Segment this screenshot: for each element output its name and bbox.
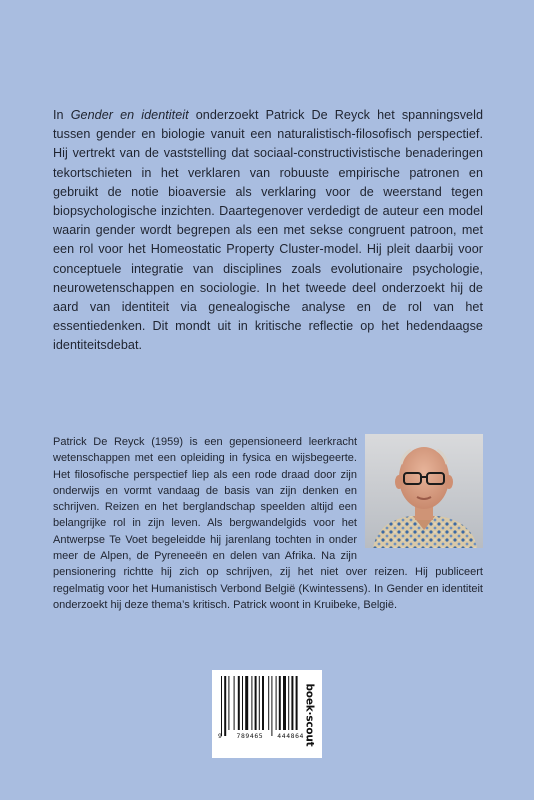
publisher-logo-text: boek·scout <box>303 683 316 747</box>
isbn-number <box>218 732 304 740</box>
publisher-logo <box>300 674 318 756</box>
isbn-right-group: 444864 <box>277 732 304 740</box>
isbn-barcode <box>212 670 322 758</box>
book-title: Gender en identiteit <box>70 108 189 122</box>
author-bio <box>53 434 483 613</box>
blurb-intro: In <box>53 108 71 122</box>
blurb-text: onderzoekt Patrick De Reyck het spanningsveld tussen gender en biologie vanuit een naturalistisch-filosofisch perspectief. Hij vertrekt van de vaststelling dat sociaal-constructivistische benaderingen tekortschieten in het verklaren van robuuste empirische patronen en gebruikt de notie bioaversie als verklaring voor de weerstand tegen biopsychologische inzichten. Daartegenover verdedigt de auteur een model waarin gender wordt begrepen als een met sekse congruent patroon, met een rol voor het Homeostatic Property Cluster-model. Hij pleit daarbij voor conceptuele integratie van disciplines zoals evolutionaire psychologie, neurowetenschappen en sociologie. In het tweede deel onderzoekt hij de aard van identiteit via genealogische analyse en de rol van het essentiedenken. Dit mondt uit in kritische reflectie op het hedendaagse identiteitsdebat. <box>53 108 483 353</box>
isbn-first-digit: 9 <box>218 732 223 740</box>
isbn-left-group: 789465 <box>236 732 264 740</box>
barcode-bars <box>221 676 299 738</box>
bio-text: Patrick De Reyck (1959) is een gepensioneerd leerkracht wetenschappen met een opleiding in fysica en wijsbegeerte. Het filosofische perspectief liep als een rode draad door zijn onderwijs en vormt vandaag de basis van zijn denken en schrijven. Reizen en het berglandschap speelden altijd een belangrijke rol in zijn leven. Als bergwandelgids voor het Antwerpse Te Voet begeleidde hij jarenlang tochten in onder meer de Alpen, de Pyreneeën en delen van Afrika. Na zijn pensionering richtte hij zich op schrijven, zij het niet over reizen. Hij publiceert regelmatig voor het Humanistisch Verbond België (Kwintessens). In Gender en identiteit onderzoekt hij deze thema’s kritisch. Patrick woont in Kruibeke, België. <box>53 436 483 611</box>
author-photo <box>365 434 483 548</box>
back-cover-blurb <box>53 106 483 356</box>
